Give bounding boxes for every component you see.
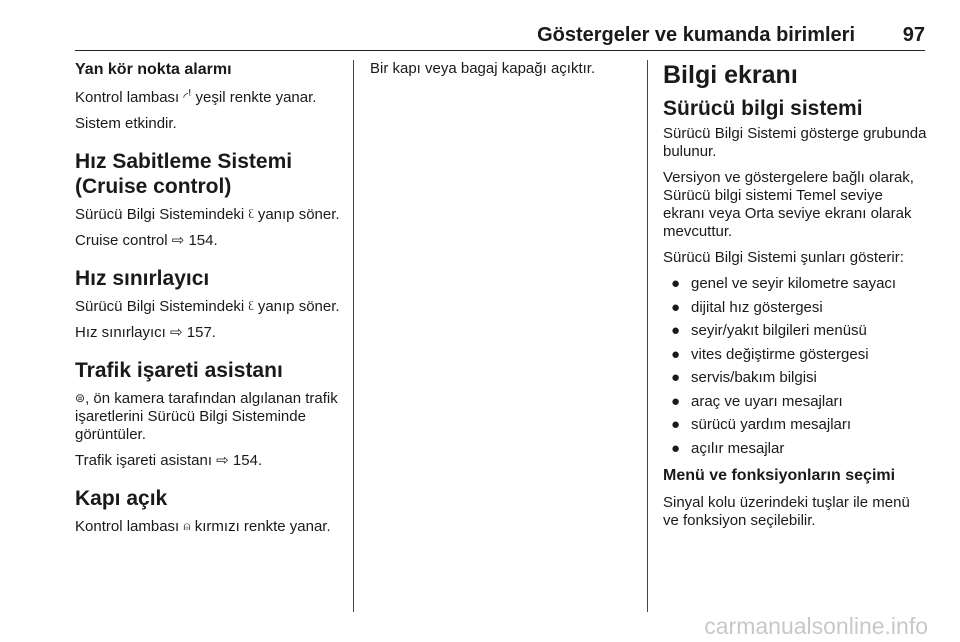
cross-reference: Cruise control ⇨ 154. (75, 232, 218, 249)
page-number: 97 (902, 24, 925, 46)
paragraph: Sürücü Bilgi Sistemindeki ᦷ yanıp söner. (75, 206, 340, 223)
list-item: ● servis/bakım bilgisi (671, 369, 817, 386)
list-item: ● sürücü yardım mesajları (671, 416, 852, 433)
list-item: ● vites değiştirme göstergesi (671, 345, 869, 363)
section-heading-traffic-sign: Trafik işareti asistanı (75, 359, 283, 382)
section-heading-door-open: Kapı açık (75, 487, 168, 510)
section-heading-blind-spot: Yan kör nokta alarmı (75, 61, 232, 78)
cross-reference: Trafik işareti asistanı ⇨ 154. (75, 452, 263, 469)
paragraph: Sinyal kolu üzerindeki tuşlar ile menü ve fonksiyon seçilebilir. (663, 493, 910, 529)
door-open-icon: ⍝ (183, 519, 191, 533)
page-title: Göstergeler ve kumanda birimleri (537, 24, 855, 46)
feature-list (663, 275, 928, 458)
paragraph: Sürücü Bilgi Sistemindeki ᦷ yanıp söner. (75, 298, 340, 315)
chapter-heading: Bilgi ekranı (663, 61, 798, 89)
paragraph: Kontrol lambası ⍝ kırmızı renkte yanar. (75, 518, 331, 535)
column-middle (370, 60, 635, 86)
section-heading-cruise: Hız Sabitleme Sistemi (Cruise control) (75, 150, 293, 198)
page-header (75, 24, 925, 51)
paragraph: Sistem etkindir. (75, 115, 177, 132)
paragraph: Sürücü Bilgi Sistemi gösterge grubunda bulunur. (663, 125, 927, 160)
paragraph: Sürücü Bilgi Sistemi şunları gösterir: (663, 249, 904, 266)
reference-arrow-icon: ⇨ (170, 324, 183, 341)
speed-limiter-icon: ᦷ (248, 299, 254, 313)
traffic-sign-icon: ⊜ (75, 391, 86, 405)
list-item: ● genel ve seyir kilometre sayacı (671, 275, 897, 292)
column-left (75, 60, 347, 544)
list-item: ● açılır mesajlar (671, 439, 785, 457)
column-divider (353, 60, 354, 612)
paragraph: Kontrol lambası ◜ꜝ yeşil renkte yanar. (75, 89, 317, 106)
section-heading-driver-info: Sürücü bilgi sistemi (663, 97, 863, 120)
list-item: ● dijital hız göstergesi (671, 298, 823, 316)
reference-arrow-icon: ⇨ (171, 232, 185, 249)
paragraph: ⊜, ön kamera tarafından algılanan trafik işaretlerini Sürücü Bilgi Sisteminde görüntüler. (75, 390, 338, 443)
watermark: carmanualsonline.info (704, 613, 928, 639)
section-heading-limiter: Hız sınırlayıcı (75, 267, 210, 290)
cross-reference: Hız sınırlayıcı ⇨ 157. (75, 324, 216, 341)
reference-arrow-icon: ⇨ (216, 452, 229, 469)
paragraph: Bir kapı veya bagaj kapağı açıktır. (370, 60, 596, 77)
column-right (663, 60, 928, 538)
list-item: ● araç ve uyarı mesajları (671, 392, 843, 410)
list-item: ● seyir/yakıt bilgileri menüsü (671, 322, 867, 339)
column-divider (647, 60, 648, 612)
blind-spot-icon: ◜ꜝ (183, 90, 192, 104)
section-heading-menu: Menü ve fonksiyonların seçimi (663, 466, 896, 484)
cruise-control-icon: ᦷ (248, 207, 254, 221)
paragraph: Versiyon ve göstergelere bağlı olarak, Sürücü bilgi sistemi Temel seviye ekranı veya Orta seviye ekranı olarak mevcuttur. (663, 169, 914, 240)
